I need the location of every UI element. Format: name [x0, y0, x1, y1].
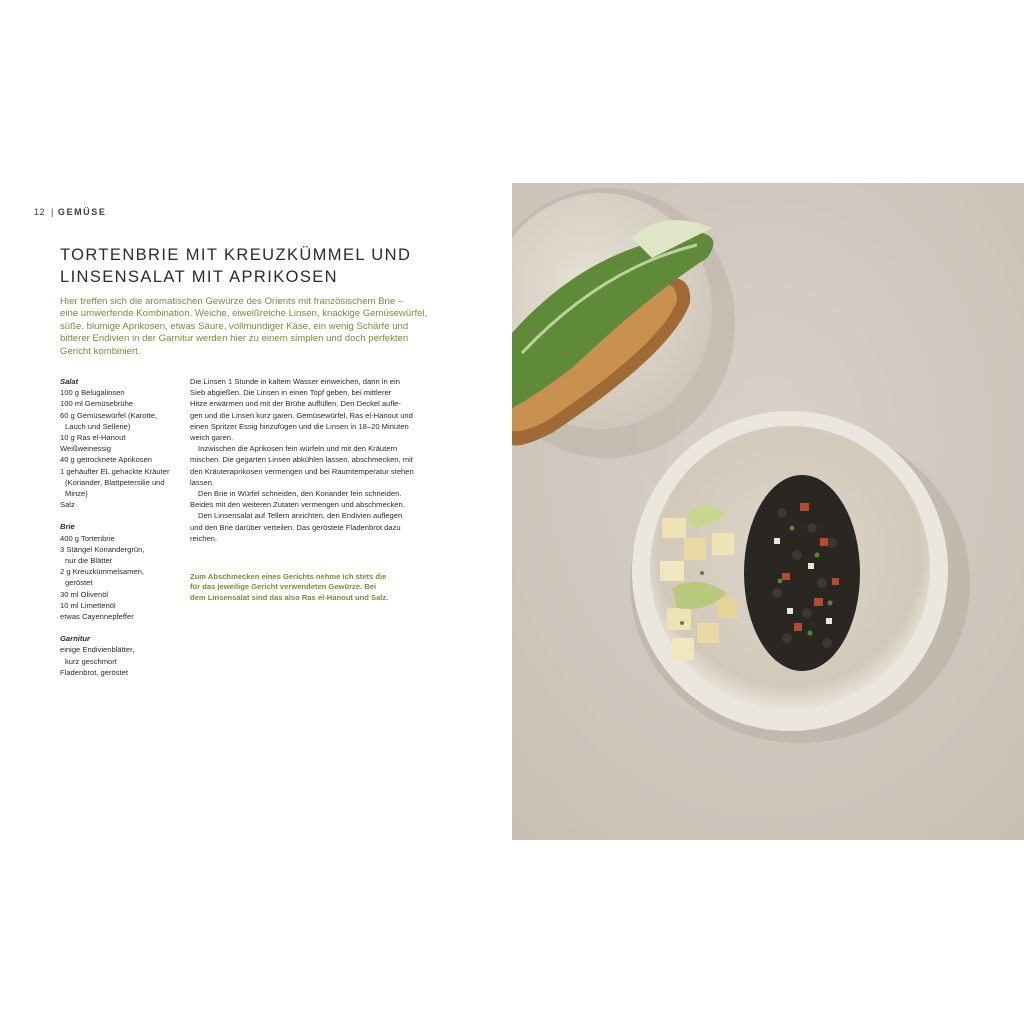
section-label: GEMÜSE: [57, 207, 107, 217]
ingredient-line: 1 gehäufter EL gehackte Kräuter: [60, 466, 170, 476]
method-line: Den Brie in Würfel schneiden, den Koriander fein schneiden.: [198, 489, 402, 499]
ingredient-list: [60, 376, 185, 689]
ingredient-line: nur die Blätter: [65, 556, 113, 566]
tip-line: Zum Abschmecken eines Gerichts nehme ich stets die: [190, 572, 387, 581]
ingredient-line: etwas Cayennepfeffer: [60, 612, 134, 622]
ingredient-group-title: Salat: [60, 377, 79, 386]
ingredient-line: 10 g Ras el-Hanout: [60, 433, 126, 443]
ingredient-line: 3 Stängel Koriandergrün,: [60, 544, 145, 554]
page-number: 12: [34, 207, 46, 217]
ingredient-group-title: Brie: [60, 522, 75, 532]
recipe-title-line: TORTENBRIE MIT KREUZKÜMMEL UND: [60, 246, 412, 264]
intro-line: Hier treffen sich die aromatischen Gewürze des Orients mit französischem Brie –: [60, 296, 404, 307]
tip-box: [190, 572, 450, 603]
food-photo-illustration: [512, 183, 1024, 840]
method-line: und den Brie darüber verteilen. Das geröstete Fladenbrot dazu: [190, 522, 401, 532]
ingredient-group-garnitur: [60, 633, 185, 678]
intro-line: Gericht kombiniert.: [60, 345, 141, 357]
ingredient-line: kurz geschmort: [65, 656, 117, 666]
ingredient-line: 30 ml Olivenöl: [60, 589, 109, 599]
method-line: Sieb abgießen. Die Linsen in einen Topf geben, bei mittlerer: [190, 388, 392, 398]
method-line: den Kräuteraprikosen vermengen und bei Raumtemperatur stehen: [190, 466, 414, 476]
ingredient-group-salat: [60, 376, 185, 510]
ingredient-line: 10 ml Limettenöl: [60, 600, 116, 610]
ingredient-line: Minze): [65, 489, 88, 499]
ingredient-group-title: Garnitur: [60, 634, 90, 644]
ingredient-line: 400 g Tortenbrie: [60, 533, 115, 543]
intro-line: bitterer Endivien in der Garnitur werden hier zu einem simplen und doch perfekten: [60, 333, 409, 345]
page-header: [34, 207, 106, 217]
ingredient-line: Lauch und Sellerie): [65, 421, 131, 431]
ingredient-line: (Koriander, Blattpetersilie und: [65, 477, 165, 487]
method-line: mischen. Die gegarten Linsen abkühlen lassen, abschmecken, mit: [190, 455, 413, 465]
ingredient-line: einige Endivienblätter,: [60, 645, 135, 655]
header-separator: |: [51, 207, 54, 217]
method-line: Den Linsensalat auf Tellern anrichten, den Endivien auflegen: [198, 511, 403, 521]
ingredient-line: 100 ml Gemüsebrühe: [60, 399, 134, 409]
intro-line: süße, blumige Aprikosen, etwas Säure, vollmundiger Käse, ein wenig Schärfe und: [60, 320, 409, 332]
method-line: Hitze erwärmen und mit der Brühe auffüllen. Den Deckel aufle-: [190, 399, 401, 409]
ingredient-line: 2 g Kreuzkümmelsamen,: [60, 567, 144, 577]
tip-line: dem Linsensalat sind das also Ras el-Hanout und Salz.: [190, 592, 389, 602]
tip-line: für das jeweilige Gericht verwendeten Gewürze. Bei: [190, 582, 377, 592]
ingredient-line: 40 g getrocknete Aprikosen: [60, 455, 153, 465]
method-line: lassen.: [190, 477, 215, 487]
ingredient-line: geröstet: [65, 578, 93, 588]
ingredient-line: Weißweinessig: [60, 444, 111, 454]
ingredient-line: Fladenbrot, geröstet: [60, 667, 128, 677]
ingredient-group-brie: [60, 521, 185, 622]
method-line: Die Linsen 1 Stunde in kaltem Wasser einweichen, dann in ein: [190, 377, 400, 386]
method-line: reichen.: [190, 533, 218, 543]
intro-line: eine umwerfende Kombination. Weiche, eiweißreiche Linsen, knackige Gemüsewürfel,: [60, 308, 428, 320]
food-photo: [512, 183, 1024, 840]
method-line: einen Spritzer Essig hinzufügen und die Linsen in 18–20 Minuten: [190, 421, 409, 431]
method-text: [190, 376, 450, 544]
method-line: Inzwischen die Aprikosen fein würfeln und mit den Kräutern: [198, 444, 398, 454]
method-line: Beides mit den weiteren Zutaten vermengen und abschmecken.: [190, 500, 405, 510]
ingredient-line: 100 g Belugalinsen: [60, 388, 125, 398]
recipe-intro: [60, 296, 450, 358]
recipe-title-line: LINSENSALAT MIT APRIKOSEN: [60, 268, 338, 286]
method-line: weich garen.: [190, 433, 234, 443]
ingredient-line: 60 g Gemüsewürfel (Karotte,: [60, 410, 158, 420]
method-line: gen und die Linsen kurz garen. Gemüsewürfel, Ras el-Hanout und: [190, 410, 413, 420]
ingredient-line: Salz: [60, 500, 75, 510]
recipe-title: [60, 244, 440, 288]
